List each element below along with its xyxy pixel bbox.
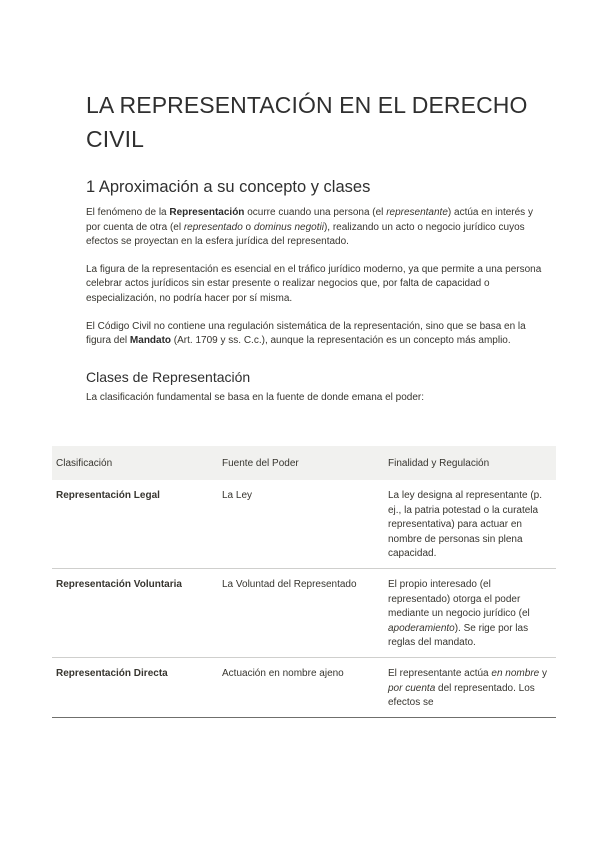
table-row — [52, 568, 556, 657]
cell-fuente: La Voluntad del Representado — [218, 568, 384, 657]
column-header: Fuente del Poder — [218, 446, 384, 480]
paragraph-definition: El fenómeno de la Representación ocurre cuando una persona (el representante) actúa en interés y por cuenta de otra (el representado o dominus negotii), realizando un acto o negocio jurídico cuyos efectos se proyectan en la esfera jurídica del representado. — [86, 207, 533, 248]
cell-finalidad: La ley designa al representante (p. ej., la patria potestad o la curatela representativa) para actuar en nombre de personas sin plena capacidad. — [384, 480, 556, 568]
cell-clasificacion: Representación Voluntaria — [52, 568, 218, 657]
subsection-heading: Clases de Representación — [86, 368, 251, 385]
table-row — [52, 480, 556, 568]
paragraph-importance: La figura de la representación es esencial en el tráfico jurídico moderno, ya que permite a una persona celebrar actos jurídicos sin estar presente o realizar negocios que, por falta de capacidad o especialización, no podría hacer por sí misma. — [86, 263, 542, 304]
paragraph-codigo-civil: El Código Civil no contiene una regulación sistemática de la representación, sino que se basa en la figura del Mandato (Art. 1709 y ss. C.c.), aunque la representación es un concepto más amplio. — [86, 320, 526, 347]
table-intro: La clasificación fundamental se basa en la fuente de donde emana el poder: — [86, 391, 425, 403]
page-title: LA REPRESENTACIÓN EN EL DERECHO CIVIL — [86, 92, 528, 152]
cell-finalidad: El representante actúa en nombre y por cuenta del representado. Los efectos se — [384, 657, 556, 717]
cell-clasificacion: Representación Legal — [52, 480, 218, 568]
document-body — [86, 88, 548, 415]
classification-table — [52, 446, 556, 718]
table-row — [52, 657, 556, 717]
table-header-row — [52, 446, 556, 480]
column-header: Finalidad y Regulación — [384, 446, 556, 480]
cell-clasificacion: Representación Directa — [52, 657, 218, 717]
column-header: Clasificación — [52, 446, 218, 480]
section-heading: 1 Aproximación a su concepto y clases — [86, 178, 371, 196]
cell-fuente: La Ley — [218, 480, 384, 568]
cell-fuente: Actuación en nombre ajeno — [218, 657, 384, 717]
cell-finalidad: El propio interesado (el representado) otorga el poder mediante un negocio jurídico (el apoderamiento). Se rige por las reglas del mandato. — [384, 568, 556, 657]
